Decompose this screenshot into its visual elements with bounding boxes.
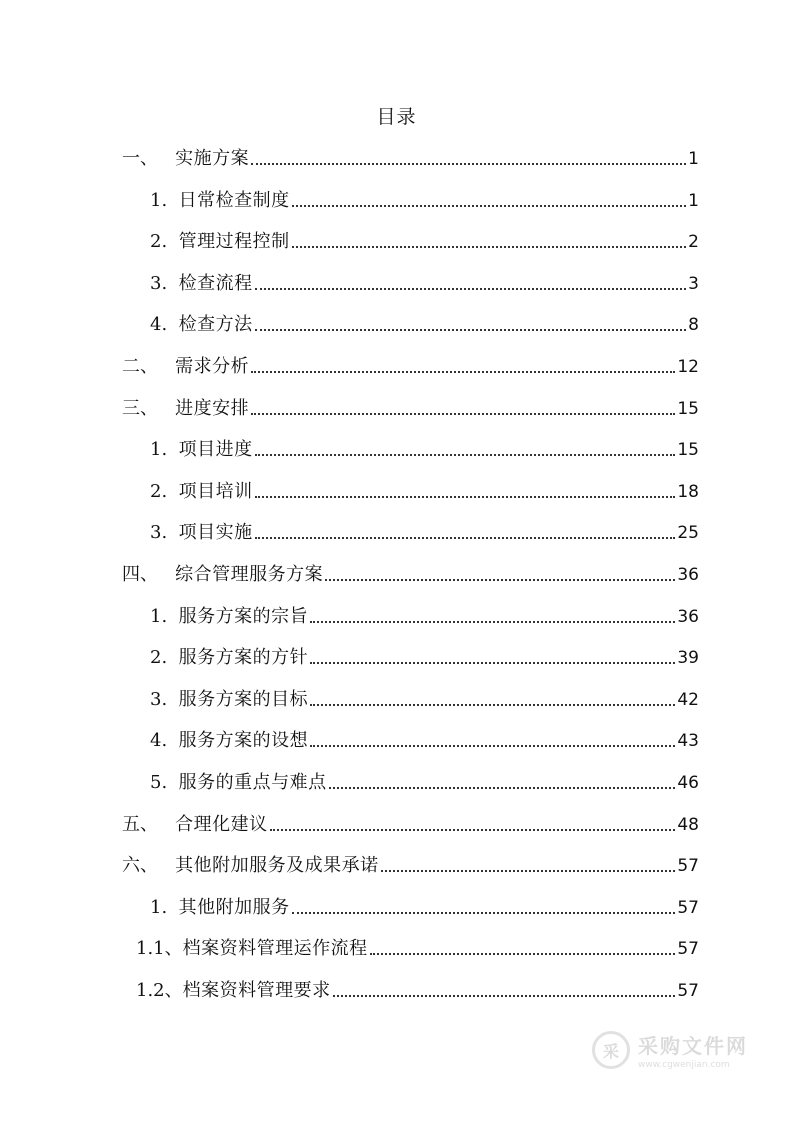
toc-dot-leader xyxy=(255,288,687,290)
toc-entry-page: 57 xyxy=(677,898,699,918)
toc-entry-number: 1. xyxy=(150,897,179,918)
toc-entry[interactable] xyxy=(150,892,699,920)
toc-entry-number: 1. xyxy=(150,439,179,460)
toc-entry-label: 项目进度 xyxy=(178,439,253,460)
toc-entry[interactable] xyxy=(122,850,699,878)
toc-entry-number: 三、 xyxy=(122,398,176,419)
toc-entry-number: 3. xyxy=(150,689,179,710)
toc-entry-page: 8 xyxy=(688,315,699,335)
toc-dot-leader xyxy=(251,163,686,165)
toc-entry-number: 2. xyxy=(150,647,179,668)
toc-entry-page: 43 xyxy=(677,731,699,751)
toc-entry-page: 3 xyxy=(688,274,699,294)
toc-entry-label: 检查方法 xyxy=(178,314,253,335)
toc-dot-leader xyxy=(329,787,676,789)
toc-entry-number: 五、 xyxy=(122,814,176,835)
toc-dot-leader xyxy=(381,870,676,872)
toc-entry[interactable] xyxy=(150,434,699,462)
toc-entry-label: 服务方案的宗旨 xyxy=(178,606,309,627)
toc-entry-number: 四、 xyxy=(122,564,176,585)
toc-entry[interactable] xyxy=(150,725,699,753)
toc-entry-page: 15 xyxy=(677,440,699,460)
toc-entry-label: 日常检查制度 xyxy=(178,190,290,211)
toc-entry-number: 4. xyxy=(150,730,179,751)
toc-entry-number: 4. xyxy=(150,314,179,335)
toc-entry-number: 1. xyxy=(150,190,179,211)
toc-dot-leader xyxy=(333,995,676,997)
toc-dot-leader xyxy=(310,621,675,623)
toc-dot-leader xyxy=(370,953,676,955)
toc-dot-leader xyxy=(270,829,676,831)
toc-entry[interactable] xyxy=(150,185,699,213)
toc-entry-number: 3. xyxy=(150,273,179,294)
toc-entry-number: 3. xyxy=(150,522,179,543)
toc-dot-leader xyxy=(310,662,675,664)
toc-entry-label: 档案资料管理要求 xyxy=(182,980,331,1001)
toc-entry-label: 进度安排 xyxy=(175,398,250,419)
toc-dot-leader xyxy=(292,246,687,248)
toc-entry-number: 2. xyxy=(150,481,179,502)
toc-entry-label: 其他附加服务及成果承诺 xyxy=(175,855,379,876)
toc-entry-number: 1.2、 xyxy=(136,980,183,1001)
toc-entry-label: 服务的重点与难点 xyxy=(178,772,327,793)
toc-entry[interactable] xyxy=(122,351,699,379)
toc-entry-page: 36 xyxy=(677,565,699,585)
toc-entry-page: 46 xyxy=(677,773,699,793)
toc-entry-page: 15 xyxy=(677,399,699,419)
toc-entry-number: 1.1、 xyxy=(136,938,183,959)
toc-entry-label: 档案资料管理运作流程 xyxy=(182,938,368,959)
toc-entry-number: 六、 xyxy=(122,855,176,876)
toc-entry-number: 二、 xyxy=(122,356,176,377)
page-title: 目录 xyxy=(376,106,417,128)
watermark-url: www.cgwenjian.com xyxy=(638,1060,730,1070)
toc-entry[interactable] xyxy=(150,268,699,296)
toc-dot-leader xyxy=(310,704,675,706)
toc-entry-page: 25 xyxy=(677,523,699,543)
toc-entry-page: 42 xyxy=(677,690,699,710)
toc-entry-page: 1 xyxy=(688,149,699,169)
toc-entry-page: 18 xyxy=(677,482,699,502)
toc-dot-leader xyxy=(251,413,675,415)
toc-entry[interactable] xyxy=(150,517,699,545)
toc-entry[interactable] xyxy=(150,767,699,795)
toc-entry-page: 2 xyxy=(688,232,699,252)
toc-entry[interactable] xyxy=(122,393,699,421)
toc-entry-page: 12 xyxy=(677,357,699,377)
toc-entry[interactable] xyxy=(150,226,699,254)
toc-entry[interactable] xyxy=(136,933,699,961)
toc-entry-label: 服务方案的方针 xyxy=(178,647,309,668)
toc-entry[interactable] xyxy=(150,601,699,629)
toc-entry-number: 1. xyxy=(150,606,179,627)
toc-entry[interactable] xyxy=(150,684,699,712)
toc-entry-label: 合理化建议 xyxy=(175,814,268,835)
toc-entry-label: 服务方案的目标 xyxy=(178,689,309,710)
toc-entry[interactable] xyxy=(136,975,699,1003)
toc-dot-leader xyxy=(310,745,675,747)
toc-entry-page: 1 xyxy=(688,191,699,211)
toc-dot-leader xyxy=(255,329,687,331)
toc-dot-leader xyxy=(255,496,676,498)
toc-dot-leader xyxy=(325,579,675,581)
toc-entry-page: 36 xyxy=(677,607,699,627)
toc-entry[interactable] xyxy=(122,559,699,587)
toc-entry-page: 57 xyxy=(677,856,699,876)
toc-entry[interactable] xyxy=(122,809,699,837)
watermark-logo-icon: 采 xyxy=(592,1031,630,1069)
toc-entry-number: 一、 xyxy=(122,148,176,169)
toc-dot-leader xyxy=(292,912,676,914)
watermark xyxy=(592,1026,752,1074)
toc-entry-label: 服务方案的设想 xyxy=(178,730,309,751)
toc-entry-page: 39 xyxy=(677,648,699,668)
toc-dot-leader xyxy=(255,537,676,539)
toc-entry-label: 项目培训 xyxy=(178,481,253,502)
toc-entry-number: 5. xyxy=(150,772,179,793)
toc-dot-leader xyxy=(292,205,687,207)
toc-entry-label: 检查流程 xyxy=(178,273,253,294)
watermark-name: 采购文件网 xyxy=(638,1034,748,1058)
toc-dot-leader xyxy=(255,454,676,456)
toc-entry-label: 综合管理服务方案 xyxy=(175,564,324,585)
toc-entry-number: 2. xyxy=(150,231,179,252)
toc-entry-label: 项目实施 xyxy=(178,522,253,543)
toc-entry-page: 57 xyxy=(677,981,699,1001)
toc-entry[interactable] xyxy=(150,309,699,337)
toc-entry-label: 实施方案 xyxy=(175,148,250,169)
toc-entry-page: 48 xyxy=(677,815,699,835)
toc-entry[interactable] xyxy=(122,143,699,171)
toc-dot-leader xyxy=(251,371,675,373)
toc-entry-label: 管理过程控制 xyxy=(178,231,290,252)
toc-entry[interactable] xyxy=(150,642,699,670)
toc-entry[interactable] xyxy=(150,476,699,504)
toc-entry-page: 57 xyxy=(677,939,699,959)
toc-entry-label: 其他附加服务 xyxy=(178,897,290,918)
toc-entry-label: 需求分析 xyxy=(175,356,250,377)
